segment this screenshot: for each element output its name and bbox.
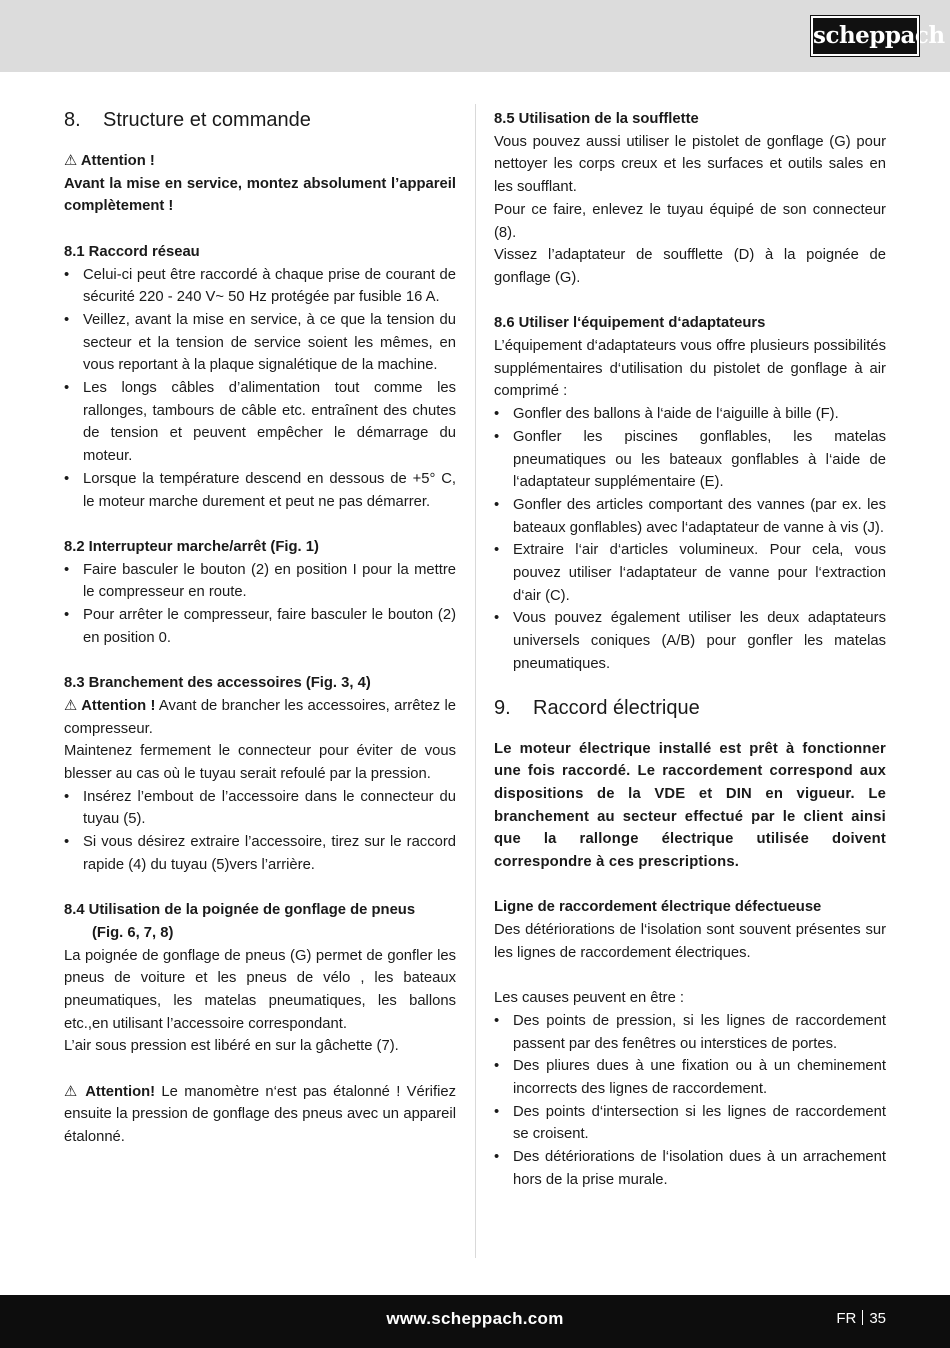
page-footer	[0, 1295, 950, 1348]
list-item: • Faire basculer le bouton (2) en position I pour la mettre le compresseur en route.	[64, 559, 456, 604]
subsection-8-4-attention	[64, 1081, 456, 1149]
section-number: 9.	[494, 696, 511, 719]
subsection-8-1-title: 8.1 Raccord réseau	[64, 243, 200, 260]
subsection-8-4-paragraph: La poignée de gonflage de pneus (G) permet de gonfler les pneus de voiture et les pneus de vélo , les bateaux pneumatiques, les matelas pneumatiques, les ballons etc.,en utilisant l’accessoire correspondant.	[64, 947, 456, 1032]
brand-logo: scheppach	[811, 16, 919, 56]
right-column	[494, 108, 886, 1192]
website-link[interactable]: www.scheppach.com	[386, 1309, 564, 1328]
subsection-8-4-paragraph-2: L’air sous pression est libéré en sur la gâchette (7).	[64, 1038, 399, 1055]
list-item: • Gonfler des articles comportant des vannes (par ex. les bateaux gonflables) avec l‘adaptateur de vanne à vis (J).	[494, 494, 886, 539]
language-code: FR	[836, 1310, 857, 1327]
section-8-heading	[64, 108, 456, 132]
subsection-8-2-list	[64, 559, 456, 650]
subsection-8-2-title: 8.2 Interrupteur marche/arrêt (Fig. 1)	[64, 538, 319, 555]
subsection-8-1-list	[64, 264, 456, 514]
section-9-heading	[494, 696, 886, 720]
section-9-subtitle: Ligne de raccordement électrique défectueuse	[494, 899, 822, 916]
attention-text: Le manomètre n‘est pas étalonné ! Vérifiez ensuite la pression de gonflage des pneus avec un appareil étalonné.	[64, 1083, 456, 1146]
list-item: • Les longs câbles d’alimentation tout comme les rallonges, tambours de câble etc. entraînent des chutes de tension et peuvent empêcher le démarrage du moteur.	[64, 377, 456, 468]
list-item: • Insérez l’embout de l’accessoire dans le connecteur du tuyau (5).	[64, 786, 456, 831]
subsection-8-3-attention	[64, 695, 456, 740]
page-number: 35	[869, 1310, 886, 1327]
list-item: • Veillez, avant la mise en service, à ce que la tension du secteur et la tension de service soient les mêmes, en vous reportant à la plaque signalétique de la machine.	[64, 309, 456, 377]
page-indicator	[836, 1310, 886, 1327]
subsection-8-3-paragraph: Maintenez fermement le connecteur pour éviter de vous blesser au cas où le tuyau serait refoulé par la pression.	[64, 743, 456, 782]
subsection-8-6-title: 8.6 Utiliser l‘équipement d‘adaptateurs	[494, 315, 766, 332]
subsection-8-6-list	[494, 403, 886, 675]
list-item: • Extraire l‘air d‘articles volumineux. Pour cela, vous pouvez utiliser l‘adaptateur de vanne pour l‘extraction d‘air (C).	[494, 539, 886, 607]
list-item: • Des points de pression, si les lignes de raccordement passent par des fenêtres ou interstices de portes.	[494, 1010, 886, 1055]
list-item: • Des points d‘intersection si les lignes de raccordement se croisent.	[494, 1101, 886, 1146]
list-item: • Si vous désirez extraire l’accessoire, tirez sur le raccord rapide (4) du tuyau (5)vers l’arrière.	[64, 831, 456, 876]
section-9-list	[494, 1010, 886, 1192]
subsection-8-3-title: 8.3 Branchement des accessoires (Fig. 3, 4)	[64, 675, 371, 692]
list-item: • Vous pouvez également utiliser les deux adaptateurs universels coniques (A/B) pour gonfler les matelas pneumatiques.	[494, 607, 886, 675]
list-item: • Pour arrêter le compresseur, faire basculer le bouton (2) en position 0.	[64, 604, 456, 649]
attention-text: Avant de brancher les accessoires, arrêtez le compresseur.	[64, 697, 456, 737]
list-item: • Celui-ci peut être raccordé à chaque prise de courant de sécurité 220 - 240 V~ 50 Hz protégée par fusible 16 A.	[64, 264, 456, 309]
list-item: • Lorsque la température descend en dessous de +5° C, le moteur marche durement et peut ne pas démarrer.	[64, 468, 456, 513]
column-divider	[475, 104, 476, 1258]
section-number: 8.	[64, 109, 81, 131]
section-9-causes: Les causes peuvent en être :	[494, 990, 685, 1007]
section-9-paragraph: Des détériorations de l‘isolation sont souvent présentes sur les lignes de raccordement électriques.	[494, 922, 886, 961]
attention-label: ⚠ Attention !	[64, 153, 155, 169]
attention-text: Avant la mise en service, montez absolument l’appareil complètement !	[64, 175, 456, 215]
page-separator	[862, 1310, 863, 1325]
attention-label: ⚠ Attention !	[64, 697, 156, 714]
list-item: • Gonfler les piscines gonflables, les matelas pneumatiques ou les bateaux gonflables à l‘aide de l‘adaptateur supplémentaire (E).	[494, 426, 886, 494]
left-column	[64, 108, 456, 1149]
subsection-8-4-title-cont: (Fig. 6, 7, 8)	[92, 924, 174, 941]
subsection-8-4-title: 8.4 Utilisation de la poignée de gonflage de pneus	[64, 902, 416, 919]
subsection-8-3-list	[64, 786, 456, 877]
subsection-8-5-paragraph-3: Vissez l’adaptateur de soufflette (D) à la poignée de gonflage (G).	[494, 247, 886, 286]
section-9-intro: Le moteur électrique installé est prêt à fonctionner une fois raccordé. Le raccordement correspond aux dispositions de la VDE et DIN en vigueur. Le branchement au secteur effectué par le client ainsi que la rallonge électrique utilisée doivent correspondre à ces prescriptions.	[494, 740, 886, 871]
subsection-8-5-paragraph-2: Pour ce faire, enlevez le tuyau équipé de son connecteur (8).	[494, 201, 886, 241]
section-title: Structure et commande	[103, 109, 311, 131]
list-item: • Des pliures dues à une fixation ou à un cheminement incorrects des lignes de raccordement.	[494, 1055, 886, 1100]
attention-label: ⚠ Attention!	[64, 1083, 156, 1100]
page-header	[0, 0, 950, 72]
subsection-8-6-paragraph: L’équipement d‘adaptateurs vous offre plusieurs possibilités supplémentaires d‘utilisation du pistolet de gonflage à air comprimé :	[494, 338, 886, 400]
list-item: • Gonfler des ballons à l‘aide de l‘aiguille à bille (F).	[494, 403, 886, 426]
section-title: Raccord électrique	[533, 696, 700, 719]
subsection-8-5-title: 8.5 Utilisation de la soufflette	[494, 111, 699, 127]
list-item: • Des détériorations de l‘isolation dues à un arrachement hors de la prise murale.	[494, 1146, 886, 1191]
subsection-8-5-paragraph-1: Vous pouvez aussi utiliser le pistolet de gonflage (G) pour nettoyer les corps creux et les surfaces et outils sales en les soufflant.	[494, 133, 886, 196]
